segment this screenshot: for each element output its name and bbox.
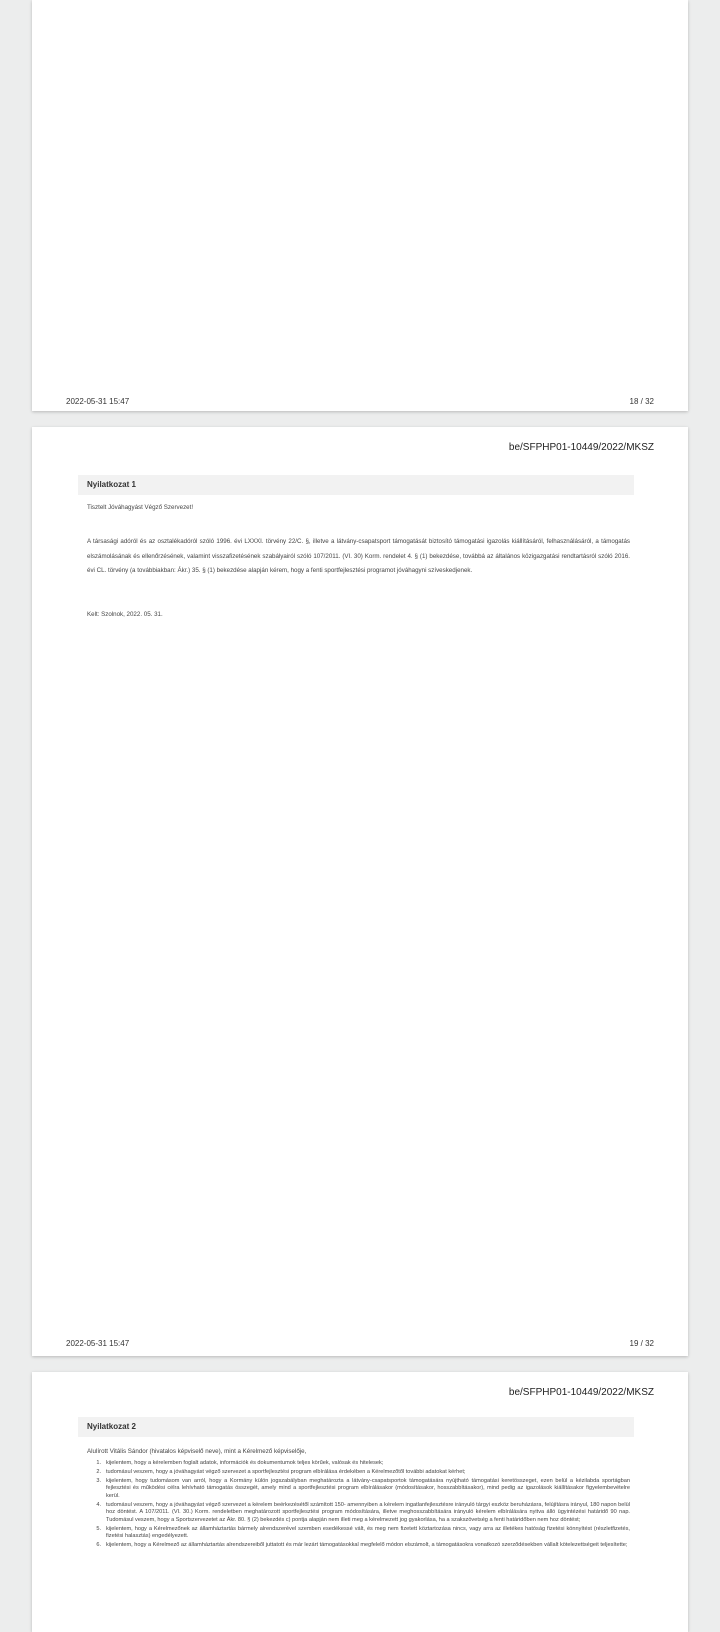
list-item xyxy=(87,1478,630,1500)
date-place-line: Kelt: Szolnok, 2022. 05. 31. xyxy=(87,611,163,618)
footer-page-number: 19 / 32 xyxy=(629,1339,654,1348)
item-number: 5. xyxy=(96,1525,101,1532)
section-header-nyilatkozat-2: Nyilatkozat 2 xyxy=(78,1417,634,1437)
list-item xyxy=(87,1469,630,1476)
section-header-nyilatkozat-1: Nyilatkozat 1 xyxy=(78,475,634,495)
list-item xyxy=(87,1542,630,1549)
footer-date: 2022-05-31 15:47 xyxy=(66,1339,130,1348)
item-text: kijelentem, hogy tudomásom van arról, hogy a Kormány külön jogszabályban meghatározta a látvány-csapatsportok támogatására nyújtható támogatási keretösszeget, ezen belül a kézilabda sportágban fejlesztési és működési célra lehívható támogatás összegét, amely mind a sportfejlesztési program elbírálásakor (módosításakor, hosszabbításakor), mind pedig az igazolások kiállításakor figyelembevételre kerül. xyxy=(106,1478,630,1499)
declarant-intro: Alulírott Vitális Sándor (hivatalos képviselő neve), mint a Kérelmező képviselője, xyxy=(87,1448,307,1455)
reference-number: be/SFPHP01-10449/2022/MKSZ xyxy=(508,1387,654,1398)
item-number: 6. xyxy=(96,1542,101,1549)
document-page-19 xyxy=(32,427,688,1356)
list-item xyxy=(87,1502,630,1524)
list-item xyxy=(87,1526,630,1541)
item-text: kijelentem, hogy a Kérelmezőnek az államháztartás bármely alrendszerével szemben esedékessé vált, és meg nem fizetett köztartozása nincs, vagy arra az illetékes hatóság fizetési könnyítést (részletfizetés, fizetési halasztás) engedélyezett. xyxy=(106,1525,630,1540)
item-text: tudomásul veszem, hogy a jóváhagyást végző szervezet a sportfejlesztési program elbírálása érdekében a Kérelmezőtől további adatokat kérhet; xyxy=(106,1469,466,1475)
item-number: 1. xyxy=(96,1460,101,1466)
item-text: kijelentem, hogy a kérelemben foglalt adatok, információk és dokumentumok teljes körűek, valósak és hitelesek; xyxy=(106,1460,384,1466)
list-item xyxy=(87,1460,630,1467)
salutation: Tisztelt Jóváhagyást Végző Szervezet! xyxy=(87,504,194,511)
document-page-18 xyxy=(32,0,688,411)
declaration-list xyxy=(87,1460,630,1551)
item-text: kijelentem, hogy a Kérelmező az államháztartás alrendszereiből juttatott és már lezárt támogatásokkal megfelelő módon elszámolt, a támogatásokra vonatkozó szerződésekben vállalt kötelezettségeit teljesítette; xyxy=(106,1542,628,1549)
document-page-20 xyxy=(32,1372,688,1632)
item-number: 3. xyxy=(96,1478,101,1484)
footer-date: 2022-05-31 15:47 xyxy=(66,397,130,406)
page-footer xyxy=(66,397,654,406)
reference-number: be/SFPHP01-10449/2022/MKSZ xyxy=(508,442,654,453)
footer-page-number: 18 / 32 xyxy=(629,397,654,406)
item-text: tudomásul veszem, hogy a jóváhagyást végző szervezet a kérelem beérkezésétől számított 150- amennyiben a kérelem ingatlanfejlesztésre irányuló tárgyi eszköz beruházásra, felújításra irányul, 180 napon belül hoz döntést. A 107/2011. (VI. 30.) Korm. rendeletben meghatározott sportfejlesztési program módosítására, illetve meghosszabbítására irányuló kérelem elbírálására nyitva álló ügyintézési határidő 90 nap. Tudomásul veszem, hogy a Sportszervezetet az Ákr. 80. § (2) bekezdés c) pontja alapján nem illeti meg a kérelmezett jog gyakorlása, ha a szakszövetség a fenti határidőben nem hoz döntést; xyxy=(106,1501,630,1523)
item-number: 2. xyxy=(96,1469,101,1475)
request-paragraph: A társasági adóról és az osztalékadóról szóló 1996. évi LXXXI. törvény 22/C. §, illetve a látvány-csapatsport támogatását biztosító támogatási igazolás kiállításáról, felhasználásáról, a támogatás elszámolásának és ellenőrzésének, valamint visszafizetésének szabályairól szóló 107/2011. (VI. 30) Korm. rendelet 4. § (1) bekezdése, továbbá az általános közigazgatási rendtartásról szóló 2016. évi CL. törvény (a továbbiakban: Ákr.) 35. § (1) bekezdése alapján kérem, hogy a fenti sportfejlesztési programot jóváhagyni szíveskedjenek. xyxy=(87,538,630,574)
item-number: 4. xyxy=(96,1501,101,1508)
page-footer xyxy=(66,1339,654,1348)
